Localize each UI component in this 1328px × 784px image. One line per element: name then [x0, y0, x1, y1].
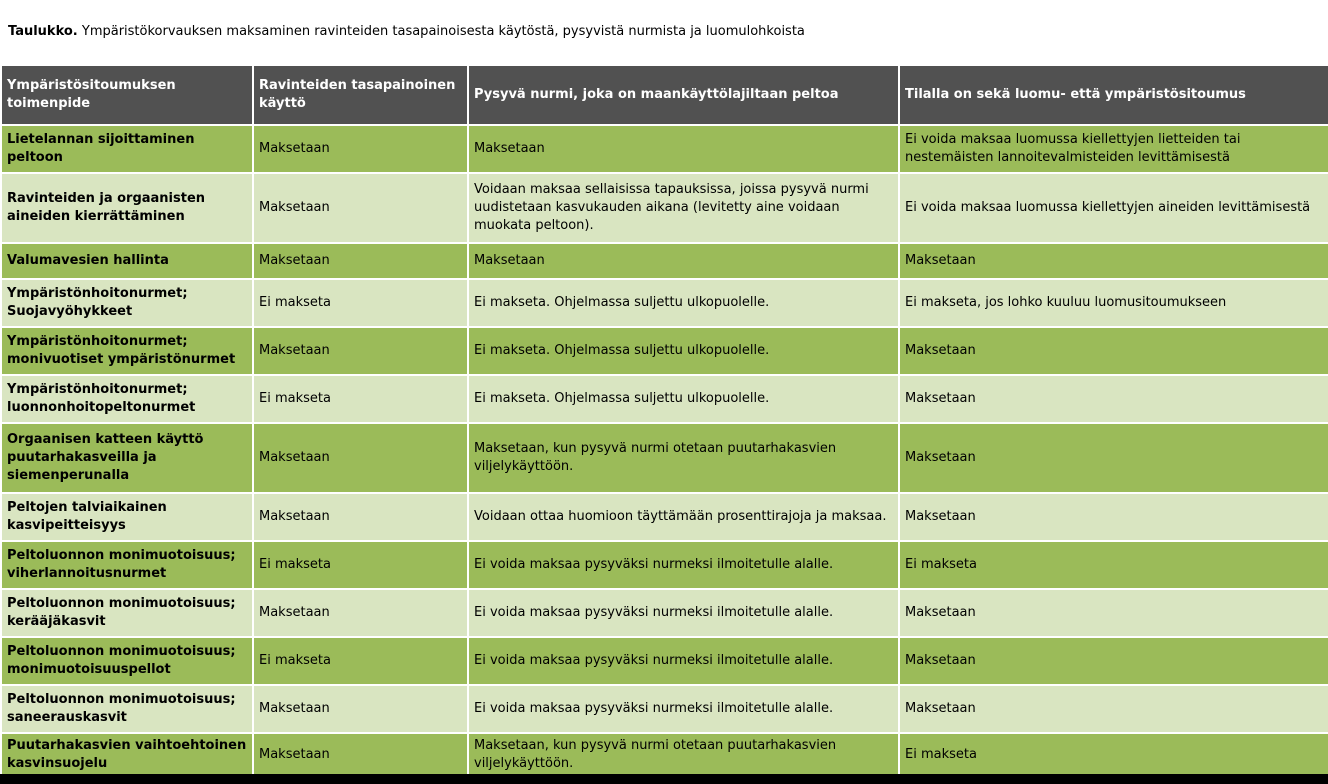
permanent-grass-cell: Ei makseta. Ohjelmassa suljettu ulkopuolelle. [468, 327, 899, 375]
measure-cell: Lietelannan sijoittaminen peltoon [1, 125, 253, 173]
table-row [1, 173, 1328, 243]
table-row [1, 125, 1328, 173]
nutrients-cell: Maksetaan [253, 327, 468, 375]
measure-cell: Valumavesien hallinta [1, 243, 253, 279]
organic-cell: Maksetaan [899, 375, 1328, 423]
measure-cell: Peltoluonnon monimuotoisuus; viherlannoitusnurmet [1, 541, 253, 589]
organic-cell: Maksetaan [899, 327, 1328, 375]
nutrients-cell: Maksetaan [253, 243, 468, 279]
measure-cell: Puutarhakasvien vaihtoehtoinen kasvinsuojelu [1, 733, 253, 777]
nutrients-cell: Ei makseta [253, 541, 468, 589]
organic-cell: Maksetaan [899, 637, 1328, 685]
table-row [1, 637, 1328, 685]
header-organic-and-env: Tilalla on sekä luomu- että ympäristösitoumus [899, 65, 1328, 125]
permanent-grass-cell: Ei voida maksaa pysyväksi nurmeksi ilmoitetulle alalle. [468, 541, 899, 589]
table-row [1, 375, 1328, 423]
table-row [1, 243, 1328, 279]
permanent-grass-cell: Maksetaan [468, 243, 899, 279]
table-row [1, 327, 1328, 375]
measure-cell: Peltoluonnon monimuotoisuus; saneerauskasvit [1, 685, 253, 733]
caption-text: Ympäristökorvauksen maksaminen ravinteiden tasapainoisesta käytöstä, pysyvistä nurmista ja luomulohkoista [77, 24, 805, 39]
nutrients-cell: Maksetaan [253, 125, 468, 173]
organic-cell: Ei voida maksaa luomussa kiellettyjen aineiden levittämisestä [899, 173, 1328, 243]
organic-cell: Ei makseta, jos lohko kuuluu luomusitoumukseen [899, 279, 1328, 327]
organic-cell: Maksetaan [899, 589, 1328, 637]
measure-cell: Ravinteiden ja orgaanisten aineiden kierrättäminen [1, 173, 253, 243]
header-permanent-grass: Pysyvä nurmi, joka on maankäyttölajiltaan peltoa [468, 65, 899, 125]
permanent-grass-cell: Ei makseta. Ohjelmassa suljettu ulkopuolelle. [468, 279, 899, 327]
permanent-grass-cell: Maksetaan [468, 125, 899, 173]
bottom-black-bar [0, 774, 1328, 784]
permanent-grass-cell: Ei makseta. Ohjelmassa suljettu ulkopuolelle. [468, 375, 899, 423]
organic-cell: Ei voida maksaa luomussa kiellettyjen lietteiden tai nestemäisten lannoitevalmisteiden levittämisestä [899, 125, 1328, 173]
permanent-grass-cell: Ei voida maksaa pysyväksi nurmeksi ilmoitetulle alalle. [468, 637, 899, 685]
measure-cell: Orgaanisen katteen käyttö puutarhakasveilla ja siemenperunalla [1, 423, 253, 493]
nutrients-cell: Maksetaan [253, 173, 468, 243]
permanent-grass-cell: Voidaan maksaa sellaisissa tapauksissa, joissa pysyvä nurmi uudistetaan kasvukauden aikana (levitetty aine voidaan muokata peltoon). [468, 173, 899, 243]
table-row [1, 733, 1328, 777]
nutrients-cell: Maksetaan [253, 733, 468, 777]
nutrients-cell: Ei makseta [253, 637, 468, 685]
organic-cell: Maksetaan [899, 423, 1328, 493]
measure-cell: Ympäristönhoitonurmet; luonnonhoitopeltonurmet [1, 375, 253, 423]
organic-cell: Ei makseta [899, 541, 1328, 589]
organic-cell: Maksetaan [899, 493, 1328, 541]
measure-cell: Peltoluonnon monimuotoisuus; kerääjäkasvit [1, 589, 253, 637]
table-row [1, 279, 1328, 327]
table-caption [8, 24, 805, 39]
table-header-row [1, 65, 1328, 125]
payment-table [0, 64, 1328, 778]
nutrients-cell: Maksetaan [253, 423, 468, 493]
measure-cell: Ympäristönhoitonurmet; Suojavyöhykkeet [1, 279, 253, 327]
permanent-grass-cell: Maksetaan, kun pysyvä nurmi otetaan puutarhakasvien viljelykäyttöön. [468, 733, 899, 777]
table-row [1, 423, 1328, 493]
organic-cell: Ei makseta [899, 733, 1328, 777]
nutrients-cell: Ei makseta [253, 279, 468, 327]
nutrients-cell: Maksetaan [253, 685, 468, 733]
permanent-grass-cell: Ei voida maksaa pysyväksi nurmeksi ilmoitetulle alalle. [468, 685, 899, 733]
table-row [1, 589, 1328, 637]
measure-cell: Peltojen talviaikainen kasvipeitteisyys [1, 493, 253, 541]
header-measure: Ympäristösitoumuksen toimenpide [1, 65, 253, 125]
measure-cell: Peltoluonnon monimuotoisuus; monimuotoisuuspellot [1, 637, 253, 685]
table-row [1, 541, 1328, 589]
caption-label: Taulukko. [8, 24, 78, 39]
header-nutrients: Ravinteiden tasapainoinen käyttö [253, 65, 468, 125]
nutrients-cell: Maksetaan [253, 493, 468, 541]
organic-cell: Maksetaan [899, 243, 1328, 279]
table-row [1, 493, 1328, 541]
permanent-grass-cell: Maksetaan, kun pysyvä nurmi otetaan puutarhakasvien viljelykäyttöön. [468, 423, 899, 493]
measure-cell: Ympäristönhoitonurmet; monivuotiset ympäristönurmet [1, 327, 253, 375]
nutrients-cell: Maksetaan [253, 589, 468, 637]
nutrients-cell: Ei makseta [253, 375, 468, 423]
permanent-grass-cell: Ei voida maksaa pysyväksi nurmeksi ilmoitetulle alalle. [468, 589, 899, 637]
organic-cell: Maksetaan [899, 685, 1328, 733]
table-row [1, 685, 1328, 733]
permanent-grass-cell: Voidaan ottaa huomioon täyttämään prosenttirajoja ja maksaa. [468, 493, 899, 541]
